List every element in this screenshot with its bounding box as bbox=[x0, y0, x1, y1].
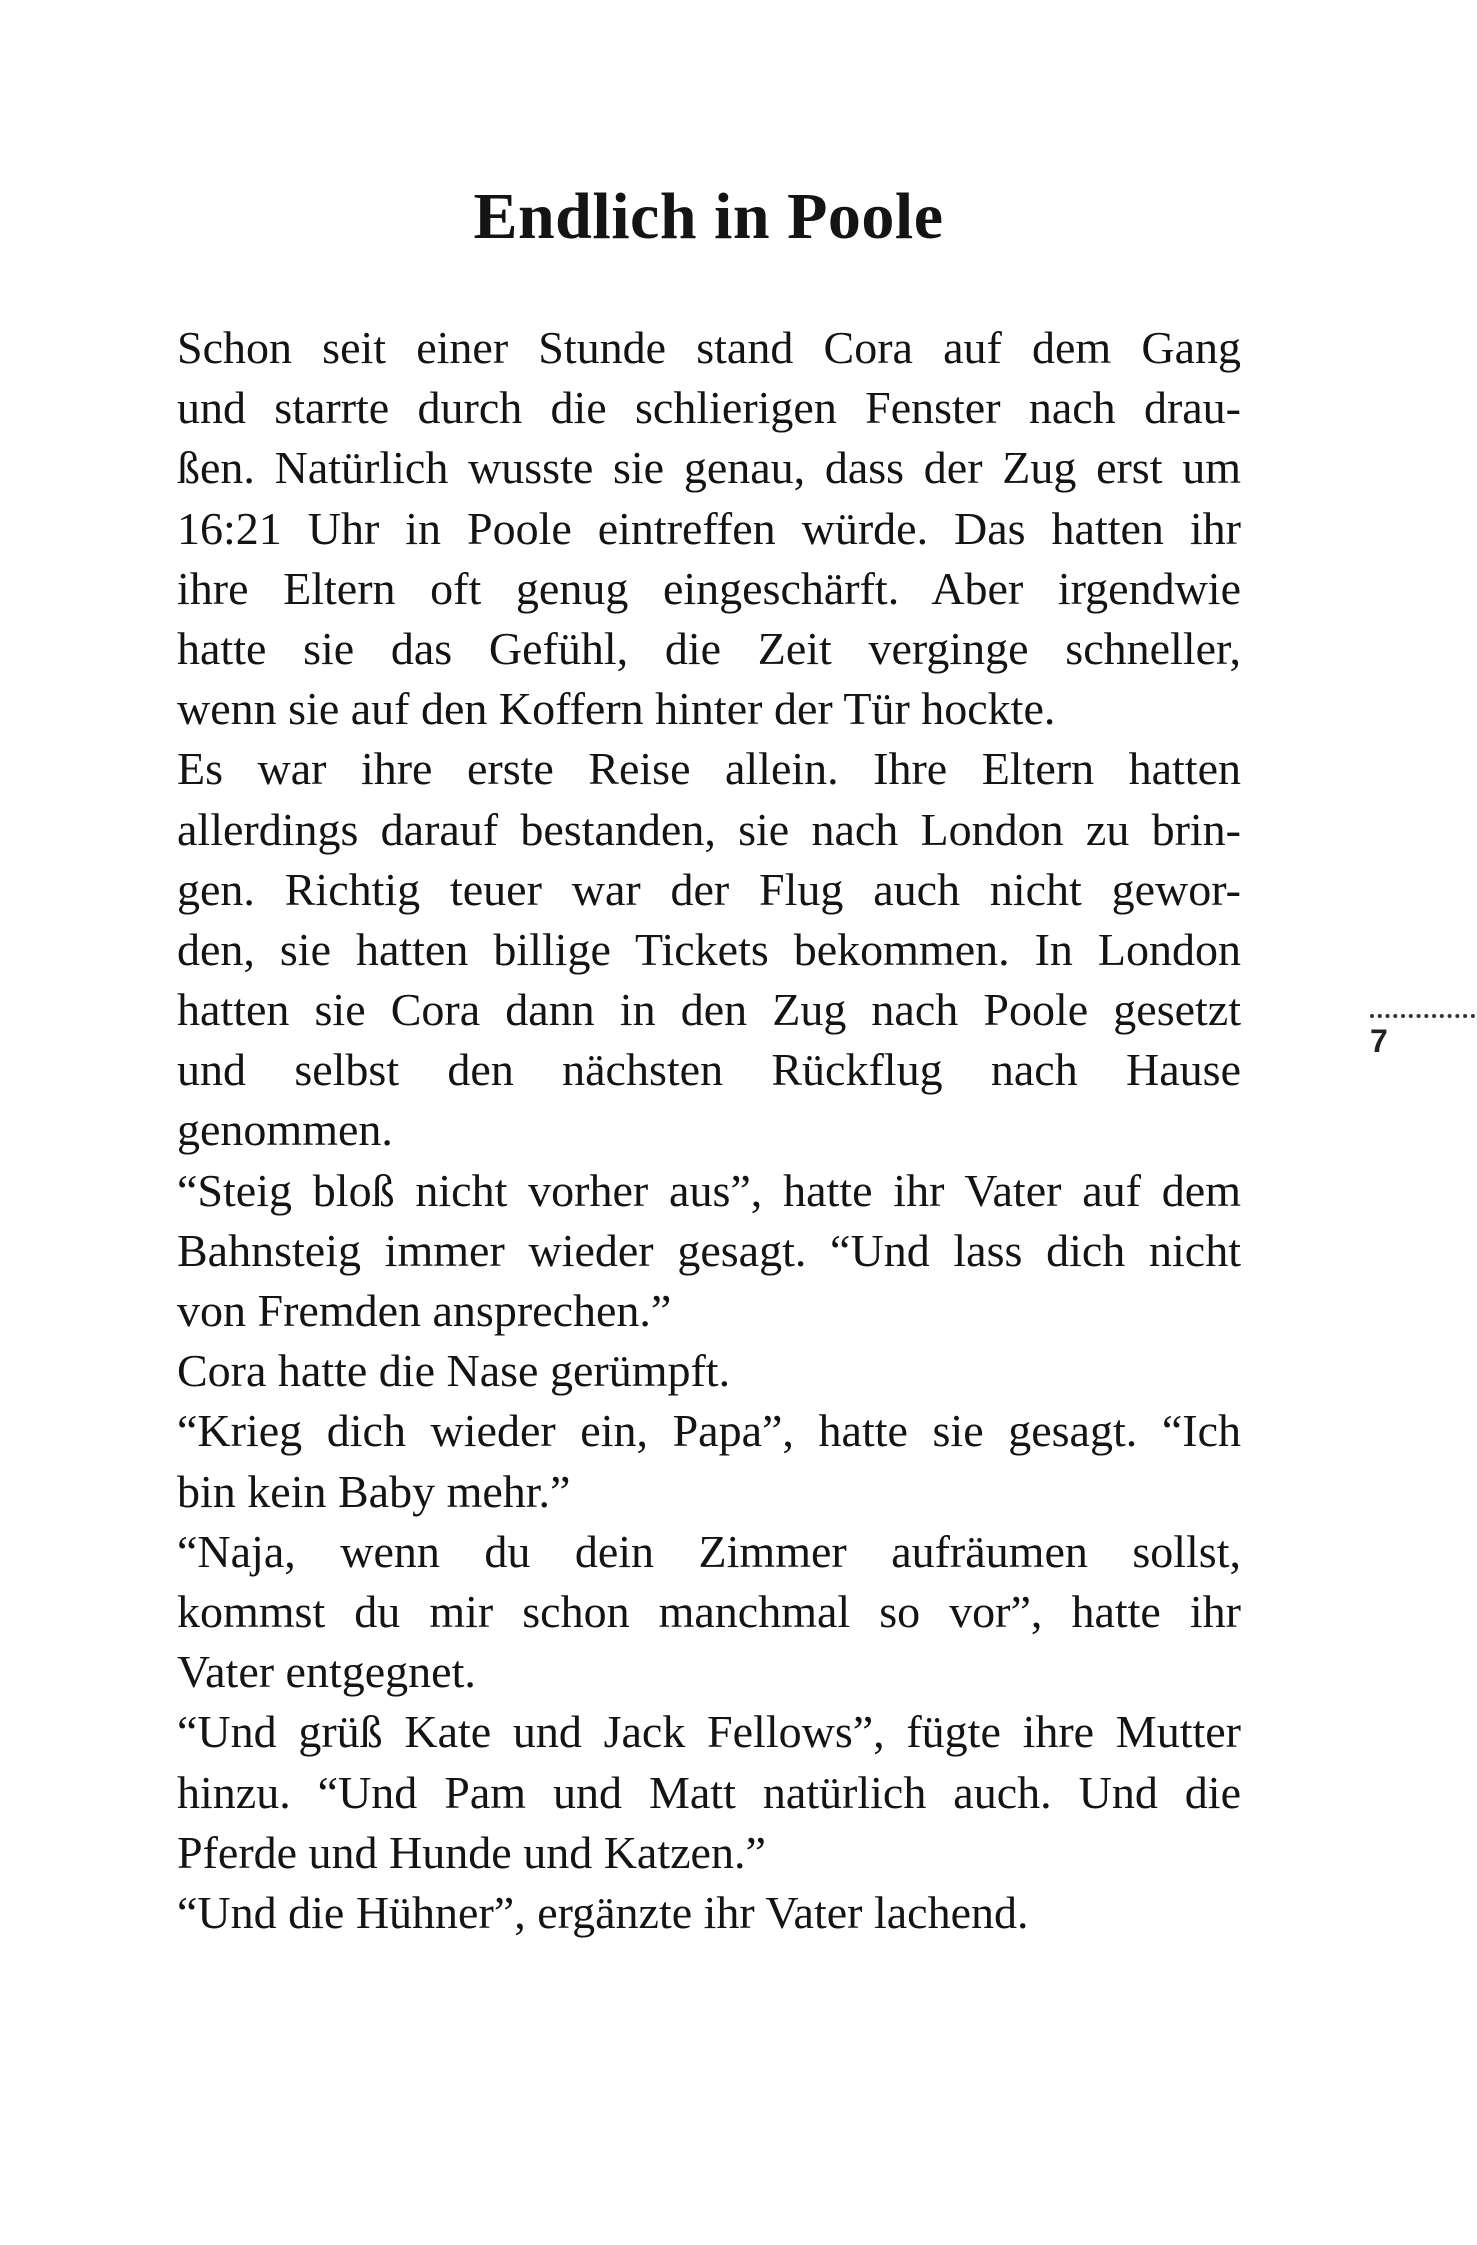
text-line: Cora hatte die Nase gerümpft. bbox=[177, 1345, 731, 1397]
text-line: “Und die Hühner”, ergänzte ihr Vater lachend. bbox=[177, 1886, 1029, 1938]
page-number: 7 bbox=[1370, 1023, 1388, 1059]
text-line: gen. Richtig teuer war der Flug auch nicht gewor- bbox=[177, 863, 1241, 915]
text-line: “Und grüß Kate und Jack Fellows”, fügte ihre Mutter bbox=[177, 1706, 1241, 1758]
text-line: Pferde und Hunde und Katzen.” bbox=[177, 1826, 766, 1878]
text-line: Schon seit einer Stunde stand Cora auf dem Gang bbox=[177, 322, 1241, 373]
text-line: den, sie hatten billige Tickets bekommen. In London bbox=[177, 923, 1241, 975]
text-line: von Fremden ansprechen.” bbox=[177, 1285, 672, 1336]
text-line: “Naja, wenn du dein Zimmer aufräumen sollst, bbox=[177, 1525, 1241, 1577]
text-line: bin kein Baby mehr.” bbox=[177, 1465, 571, 1517]
body-text bbox=[177, 318, 1241, 1943]
text-line: kommst du mir schon manchmal so vor”, hatte ihr bbox=[177, 1585, 1241, 1637]
text-line: hatten sie Cora dann in den Zug nach Poole gesetzt bbox=[177, 984, 1241, 1036]
text-line: Bahnsteig immer wieder gesagt. “Und lass dich nicht bbox=[177, 1224, 1241, 1276]
text-line: “Krieg dich wieder ein, Papa”, hatte sie gesagt. “Ich bbox=[177, 1405, 1241, 1457]
text-line: Es war ihre erste Reise allein. Ihre Eltern hatten bbox=[177, 743, 1241, 795]
text-line: wenn sie auf den Koffern hinter der Tür hockte. bbox=[177, 683, 1056, 735]
text-line: hatte sie das Gefühl, die Zeit verginge schneller, bbox=[177, 622, 1241, 674]
text-line: und starrte durch die schlierigen Fenster nach drau- bbox=[177, 382, 1241, 434]
folio-dotted-rule bbox=[1370, 1014, 1475, 1022]
text-line: allerdings darauf bestanden, sie nach London zu brin- bbox=[177, 803, 1241, 855]
text-line: hinzu. “Und Pam und Matt natürlich auch. Und die bbox=[177, 1766, 1241, 1818]
text-line: ßen. Natürlich wusste sie genau, dass der Zug erst um bbox=[177, 442, 1241, 494]
text-line: Vater entgegnet. bbox=[177, 1646, 476, 1698]
text-line: und selbst den nächsten Rückflug nach Hause bbox=[177, 1044, 1241, 1096]
text-line: genommen. bbox=[177, 1104, 393, 1156]
text-line: ihre Eltern oft genug eingeschärft. Aber irgendwie bbox=[177, 562, 1241, 614]
text-line: “Steig bloß nicht vorher aus”, hatte ihr Vater auf dem bbox=[177, 1164, 1241, 1216]
chapter-title: Endlich in Poole bbox=[473, 180, 944, 253]
text-line: 16:21 Uhr in Poole eintreffen würde. Das hatten ihr bbox=[177, 502, 1241, 554]
